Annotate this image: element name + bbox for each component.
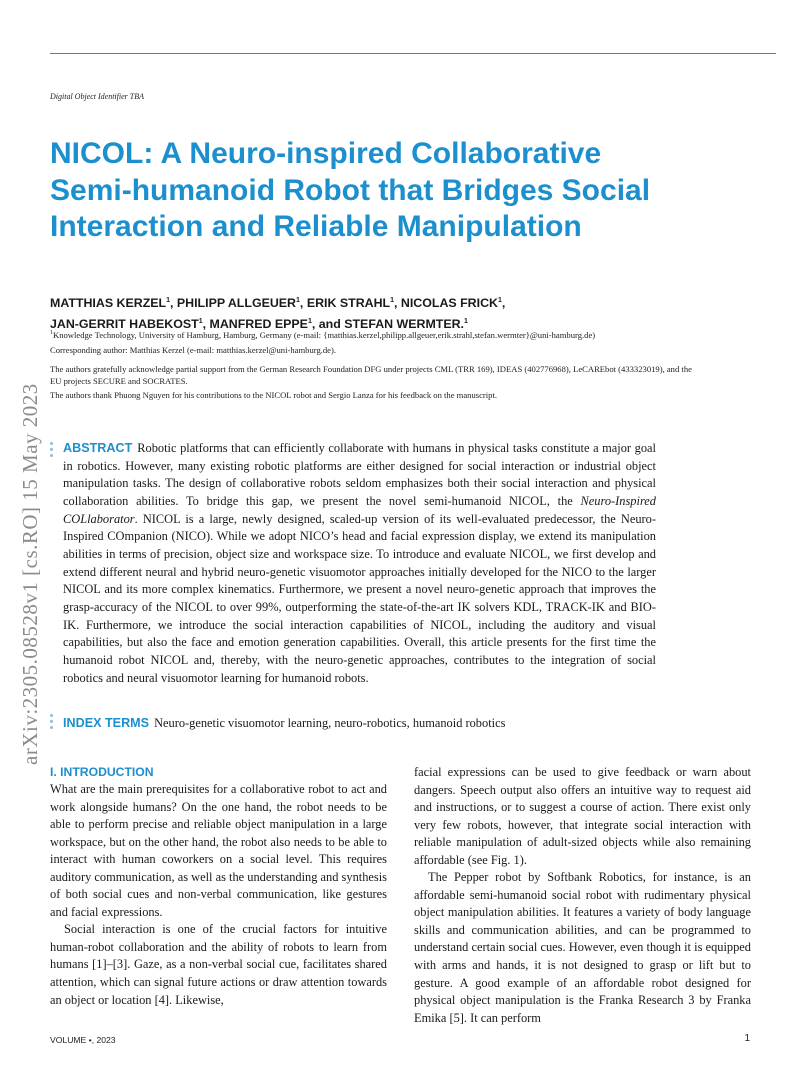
page-number: 1 — [744, 1033, 750, 1044]
index-terms-dots-decoration — [50, 714, 58, 732]
affiliation-note: $^1$Knowledge Technology, University of Hamburg, Hamburg, Germany (e-mail: {matthias.kerzel,philipp.allgeuer,erik.strahl,stefan.wermter}@uni-hamburg.de) — [50, 329, 596, 340]
funding-note: The authors gratefully acknowledge partial support from the German Research Foundation DFG under projects CML (TRR 169), IDEAS (402776968), LeCAREbot (433323019), and the EU projects SECURE and SOCRATES. — [50, 364, 692, 386]
index-terms-label: INDEX TERMS — [63, 716, 150, 730]
corresponding-author-note: Corresponding author: Matthias Kerzel (e-mail: matthias.kerzel@uni-hamburg.de). — [50, 345, 337, 355]
abstract: ABSTRACT Robotic platforms that can efficiently collaborate with humans in physical tasks constitute a major goal in robotics. However, many existing robotic platforms are either designed for social interaction or industrial object manipulation tasks. The design of collaborative robots seldom emphasizes both their social interaction and physical collaboration abilities. To bridge this gap, we present the novel semi-humanoid NICOL, the Neuro-Inspired COLlaborator. NICOL is a large, newly designed, scaled-up version of its well-evaluated predecessor, the Neuro-Inspired COmpanion (NICO). While we adopt NICO’s head and facial expression display, we extend its manipulation abilities in terms of precision, object size and workspace size. To introduce and evaluate NICOL, we first develop and extend different neural and hybrid neuro-genetic visuomotor approaches initially developed for the NICO to the larger NICOL and its more complex kinematics. Furthermore, we present a novel neuro-genetic approach that improves the grasp-accuracy of the NICOL to over 99%, outperforming the state-of-the-art IK solvers KDL, TRACK-IK and BIO-IK. Furthermore, we introduce the social interaction capabilities of NICOL, including the auditory and visual capabilities, but also the face and emotion generation capabilities. Overall, this article presents for the first time the humanoid robot NICOL and, thereby, with the neuro-genetic approaches, contributes to the integration of social robotics and neural visuomotor learning for humanoid robots. — [63, 441, 656, 685]
author-affil-mark: 1 — [198, 317, 203, 325]
author-affil-mark: 1 — [166, 297, 171, 304]
author-affil-mark: 1 — [307, 317, 312, 325]
author-affil-mark: 1 — [390, 297, 395, 304]
header-rule — [50, 53, 776, 54]
author-affil-mark: 1 — [464, 317, 468, 325]
author-name: PHILIPP ALLGEUER — [176, 296, 297, 311]
abstract-emphasis: Neuro-Inspired COLlaborator — [63, 493, 656, 526]
abstract-label: ABSTRACT — [63, 441, 133, 455]
author-name: NICOLAS FRICK — [400, 296, 498, 311]
index-terms: INDEX TERMS Neuro-genetic visuomotor learning, neuro-robotics, humanoid robotics — [63, 716, 506, 730]
body-column-right — [414, 764, 751, 1027]
author-name: ERIK STRAHL — [306, 296, 391, 311]
arxiv-identifier: arXiv:2305.08528v1 [cs.RO] 15 May 2023 — [18, 383, 42, 765]
paragraph: Social interaction is one of the crucial factors for intuitive human-robot collaboration and the ability of robots to learn from humans [1]–[3]. Gaze, as a non-verbal social cue, facilitates shared attention, which can signal future actions or draw attention towards an object or location [4]. Likewise, — [50, 922, 387, 1007]
paragraph: The Pepper robot by Softbank Robotics, for instance, is an affordable semi-humanoid social robot with rudimentary physical object manipulation abilities. It features a variety of body language skills and communication abilities, and can be programmed to understand certain social cues. However, even though it is equipped with arms and hands, it is not designed to grasp or lift but to gesture. A good example of an affordable robot designed for physical object manipulation is the Franka Research 3 by Franka Emika [5]. It can perform — [414, 870, 751, 1025]
doi-line: Digital Object Identifier TBA — [50, 92, 144, 101]
author-affil-mark: 1 — [296, 297, 300, 304]
acknowledgement-note: The authors thank Phuong Nguyen for his contributions to the NICOL robot and Sergio Lanza for his feedback on the manuscript. — [50, 390, 498, 400]
paragraph: facial expressions can be used to give feedback or warn about dangers. Speech output also offers an intuitive way to request aid and instructions, or to suggest a course of action. There exist only very few robots, however, that integrate social interaction with reliable manipulation of adult-sized objects while also remaining affordable (see Fig. 1). — [414, 765, 751, 867]
abstract-dots-decoration — [50, 442, 58, 460]
author-name: MATTHIAS KERZEL — [50, 296, 167, 311]
author-affil-mark: 1 — [497, 297, 502, 304]
paragraph: What are the main prerequisites for a collaborative robot to act and work alongside humans? On the one hand, the robot needs to be able to perform precise and reliable object manipulation in a large workspace, but on the other hand, the robot also needs to be able to interact with human coworkers on a social level. This requires auditory communication, as well as the understanding and synthesis of both social cues and non-verbal communication, like gestures and facial expressions. — [50, 782, 387, 919]
author-list: MATTHIAS KERZEL$^1$, PHILIPP ALLGEUER$^1$, ERIK STRAHL$^1$, NICOLAS FRICK$^1$, JAN-GERRIT HABEKOST$^1$, MANFRED EPPE$^1$, and STEFAN WERMTER.$^1$ — [50, 296, 506, 331]
section-heading-introduction: I. INTRODUCTION — [50, 765, 154, 779]
paper-title: NICOL: A Neuro-inspired Collaborative Semi-humanoid Robot that Bridges Social Interaction and Reliable Manipulation — [50, 137, 651, 243]
author-name: STEFAN WERMTER. — [344, 316, 464, 331]
author-name: MANFRED EPPE — [209, 316, 308, 331]
footer-volume: VOLUME •, 2023 — [50, 1035, 116, 1045]
body-column-left — [50, 764, 387, 1009]
author-name: JAN-GERRIT HABEKOST — [50, 316, 199, 331]
